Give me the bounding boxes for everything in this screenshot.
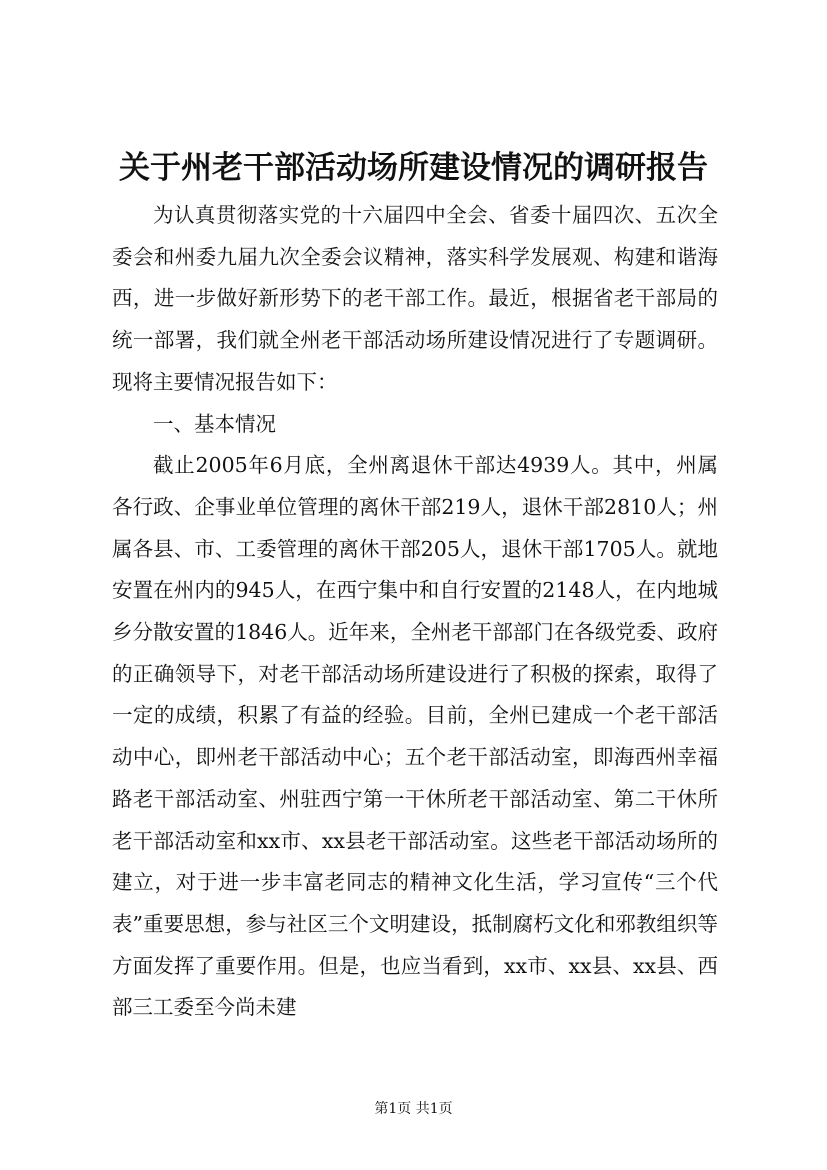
document-body bbox=[112, 195, 718, 1029]
section-heading-basic-situation: 一、基本情况 bbox=[153, 411, 276, 436]
document-title: 关于州老干部活动场所建设情况的调研报告 bbox=[119, 150, 708, 186]
paragraph-basic-situation: 截止2005年6月底，全州离退休干部达4939人。其中，州属各行政、企事业单位管理的离休干部219人，退休干部2810人；州属各县、市、工委管理的离休干部205人，退休干部1705人。就地安置在州内的945人，在西宁集中和自行安置的2148人，在内地城乡分散安置的1846人。近年来，全州老干部部门在各级党委、政府的正确领导下，对老干部活动场所建设进行了积极的探索，取得了一定的成绩，积累了有益的经验。目前，全州已建成一个老干部活动中心，即州老干部活动中心；五个老干部活动室，即海西州幸福路老干部活动室、州驻西宁第一干休所老干部活动室、第二干休所老干部活动室和xx市、xx县老干部活动室。这些老干部活动场所的建立，对于进一步丰富老同志的精神文化生活，学习宣传“三个代表”重要思想，参与社区三个文明建设，抵制腐朽文化和邪教组织等方面发挥了重要作用。但是，也应当看到，xx市、xx县、xx县、西部三工委至今尚未建 bbox=[112, 453, 718, 1020]
paragraph-intro: 为认真贯彻落实党的十六届四中全会、省委十届四次、五次全委会和州委九届九次全委会议精神，落实科学发展观、构建和谐海西，进一步做好新形势下的老干部工作。最近，根据省老干部局的统一部署，我们就全州老干部活动场所建设情况进行了专题调研。现将主要情况报告如下： bbox=[112, 203, 718, 394]
page-footer: 第1页 共1页 bbox=[374, 1101, 453, 1117]
